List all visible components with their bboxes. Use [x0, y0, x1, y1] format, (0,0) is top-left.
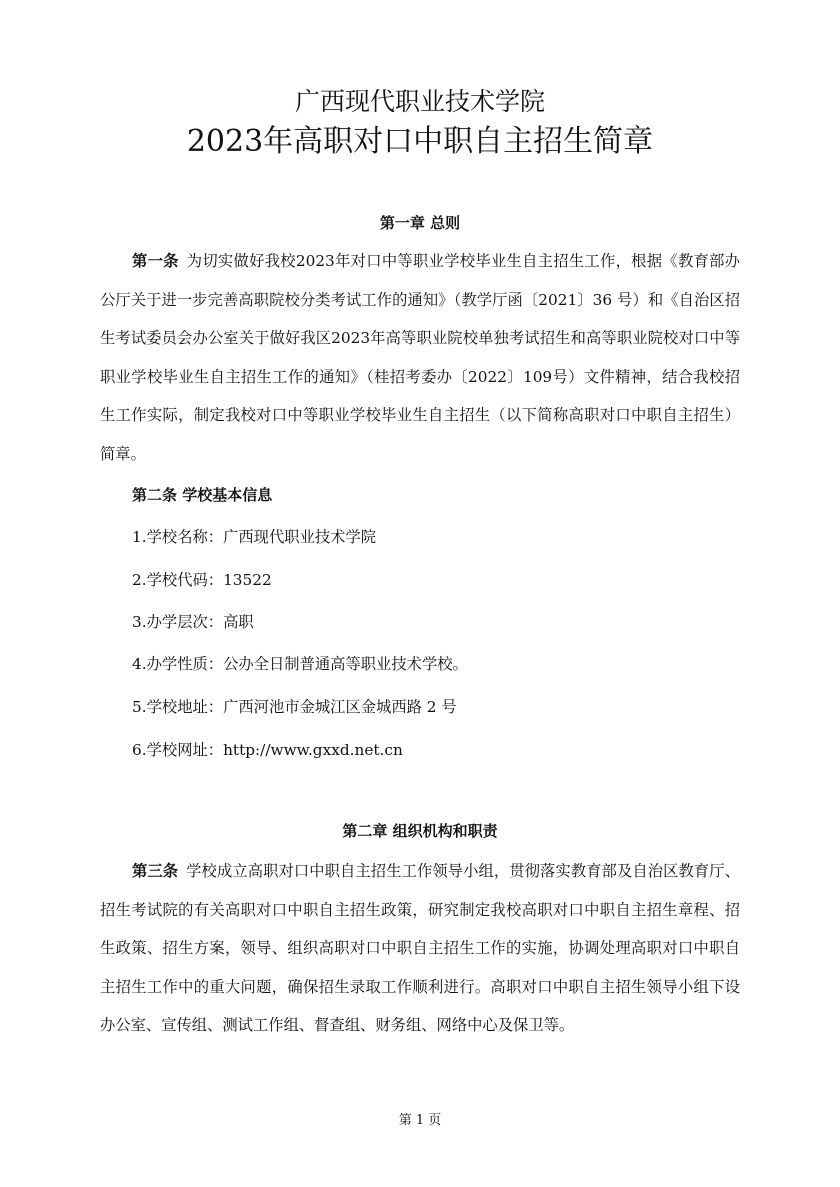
- page-number: 第 1 页: [398, 1113, 442, 1128]
- school-info-item: 2.学校代码：13522: [132, 571, 272, 589]
- article-3-text: 学校成立高职对口中职自主招生工作领导小组，贯彻落实教育部及自治区教育厅、招生考试院的有关高职对口中职自主招生政策，研究制定我校高职对口中职自主招生章程、招生政策、招生方案，领导、组织高职对口中职自主招生工作的实施，协调处理高职对口中职自主招生工作中的重大问题，确保招生录取工作顺利进行。高职对口中职自主招生领导小组下设办公室、宣传组、测试工作组、督查组、财务组、网络中心及保卫等。: [100, 862, 740, 1034]
- document-title: 2023年高职对口中职自主招生简章: [186, 124, 654, 159]
- chapter-1-heading: 第一章 总则: [379, 214, 461, 232]
- article-3: [100, 852, 740, 1045]
- school-website-item: 6.学校网址：http://www.gxxd.net.cn: [132, 741, 403, 759]
- article-1: [100, 242, 740, 473]
- chapter-2-heading: 第二章 组织机构和职责: [342, 822, 498, 840]
- article-1-lead: 第一条: [132, 252, 179, 270]
- institution-name: 广西现代职业技术学院: [294, 87, 545, 116]
- school-info-item: 1.学校名称：广西现代职业技术学院: [132, 528, 377, 546]
- article-1-text: 为切实做好我校2023年对口中等职业学校毕业生自主招生工作，根据《教育部办公厅关于进一步完善高职院校分类考试工作的通知》（教学厅函〔2021〕36 号）和《自治区招生考试委员会办公室关于做好我区2023年高等职业院校单独考试招生和高等职业院校对口中等职业学校毕业生自主招生工作的通知》（桂招考委办〔2022〕109号）文件精神，结合我校招生工作实际，制定我校对口中等职业学校毕业生自主招生（以下简称高职对口中职自主招生）简章。: [100, 252, 740, 463]
- school-info-item: 4.办学性质：公办全日制普通高等职业技术学校。: [132, 655, 468, 673]
- article-2-heading: 第二条 学校基本信息: [132, 486, 273, 504]
- article-3-lead: 第三条: [132, 862, 179, 880]
- school-info-item: 5.学校地址：广西河池市金城江区金城西路 2 号: [132, 698, 457, 716]
- school-info-item: 3.办学层次：高职: [132, 613, 254, 631]
